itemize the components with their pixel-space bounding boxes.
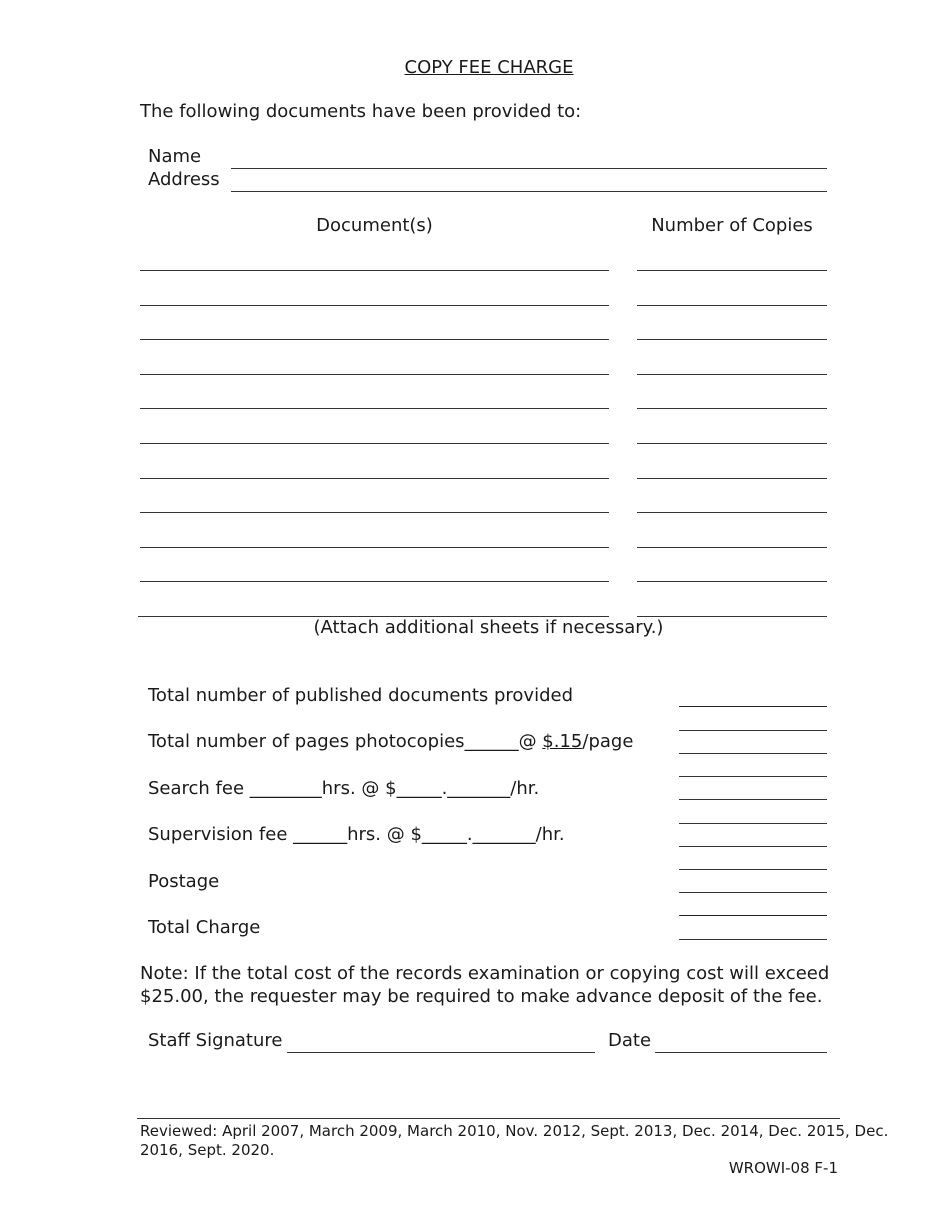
photocopies-amount[interactable] — [679, 753, 827, 754]
copies-entry-line[interactable] — [637, 512, 827, 513]
photocopies-suffix: /page — [582, 731, 634, 752]
reviewed-line-2: 2016, Sept. 2020. — [140, 1141, 275, 1159]
copies-entry-line[interactable] — [637, 374, 827, 375]
total-charge-label: Total Charge — [148, 917, 261, 938]
photocopies-prefix: Total number of pages photocopies______@ — [148, 731, 543, 752]
copies-column-header: Number of Copies — [651, 215, 813, 236]
photocopies-label — [148, 731, 633, 752]
postage-label: Postage — [148, 871, 220, 892]
document-entry-line[interactable] — [140, 443, 609, 444]
page-title-text: COPY FEE CHARGE — [404, 57, 574, 78]
staff-signature-field[interactable] — [287, 1052, 595, 1053]
amount-line — [679, 730, 827, 731]
copies-entry-line[interactable] — [637, 305, 827, 306]
date-label: Date — [608, 1030, 652, 1051]
page-title — [0, 57, 950, 78]
total-charge-amount[interactable] — [679, 939, 827, 940]
copies-entry-line[interactable] — [637, 547, 827, 548]
date-field[interactable] — [655, 1052, 827, 1053]
published-documents-label: Total number of published documents provided — [148, 685, 574, 706]
documents-column-header: Document(s) — [316, 215, 433, 236]
amount-line — [679, 869, 827, 870]
staff-signature-label: Staff Signature — [148, 1030, 283, 1051]
postage-amount[interactable] — [679, 892, 827, 893]
address-label: Address — [148, 169, 220, 190]
copies-entry-line[interactable] — [637, 408, 827, 409]
name-label: Name — [148, 146, 202, 167]
footer-divider — [137, 1118, 840, 1119]
address-field[interactable] — [231, 191, 827, 192]
document-entry-line[interactable] — [140, 547, 609, 548]
document-entry-line[interactable] — [140, 478, 609, 479]
search-fee-amount[interactable] — [679, 799, 827, 800]
supervision-fee-amount[interactable] — [679, 846, 827, 847]
copies-entry-line[interactable] — [637, 270, 827, 271]
document-entry-line[interactable] — [140, 305, 609, 306]
reviewed-line-1: Reviewed: April 2007, March 2009, March 2010, Nov. 2012, Sept. 2013, Dec. 2014, Dec. 2015, Dec. — [140, 1122, 889, 1140]
deposit-note-line-2: $25.00, the requester may be required to make advance deposit of the fee. — [140, 986, 823, 1007]
amount-line — [679, 776, 827, 777]
copies-entry-line[interactable] — [637, 443, 827, 444]
supervision-fee-label: Supervision fee ______hrs. @ $_____._______/hr. — [148, 824, 565, 845]
document-entry-line[interactable] — [140, 374, 609, 375]
deposit-note-line-1: Note: If the total cost of the records examination or copying cost will exceed — [140, 963, 830, 984]
document-entry-line[interactable] — [140, 339, 609, 340]
document-entry-line[interactable] — [140, 512, 609, 513]
name-field[interactable] — [231, 168, 827, 169]
copies-entry-line[interactable] — [637, 581, 827, 582]
amount-line — [679, 915, 827, 916]
form-id: WROWI-08 F-1 — [728, 1159, 838, 1177]
copies-entry-line[interactable] — [637, 339, 827, 340]
copies-entry-line[interactable] — [637, 478, 827, 479]
search-fee-label: Search fee ________hrs. @ $_____._______/hr. — [148, 778, 540, 799]
amount-line — [679, 823, 827, 824]
photocopies-rate: $.15 — [542, 731, 583, 752]
attach-note: (Attach additional sheets if necessary.) — [313, 617, 664, 638]
intro-text: The following documents have been provided to: — [140, 101, 582, 122]
document-entry-line[interactable] — [140, 270, 609, 271]
document-entry-line[interactable] — [140, 581, 609, 582]
document-entry-line[interactable] — [140, 408, 609, 409]
published-documents-amount[interactable] — [679, 706, 827, 707]
